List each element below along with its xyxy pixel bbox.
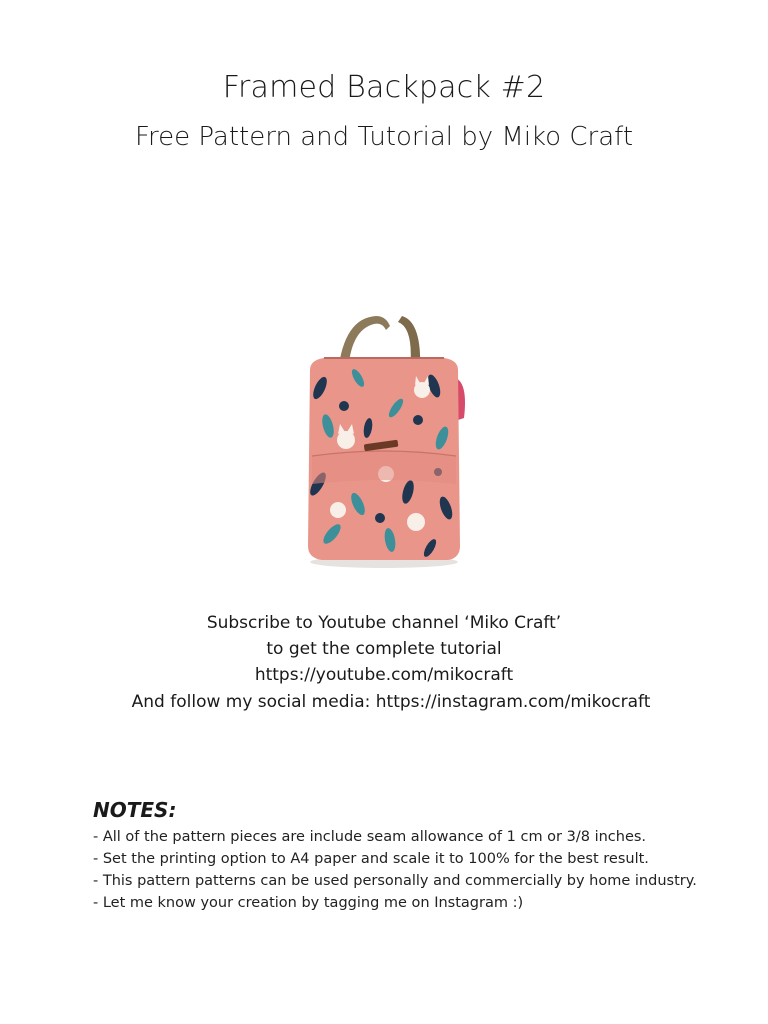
- notes-heading: NOTES:: [93, 798, 177, 822]
- page-subtitle: Free Pattern and Tutorial by Miko Craft: [134, 122, 634, 152]
- notes-section: [93, 798, 713, 914]
- subscribe-line: Subscribe to Youtube channel ‘Miko Craft’: [206, 613, 562, 633]
- note-item: - All of the pattern pieces are include seam allowance of 1 cm or 3/8 inches.: [93, 829, 647, 845]
- note-item: - Set the printing option to A4 paper and scale it to 100% for the best result.: [93, 851, 649, 867]
- note-item: - This pattern patterns can be used personally and commercially by home industry.: [93, 873, 697, 889]
- backpack-product-image: [298, 308, 470, 570]
- social-media-line: And follow my social media: https://instagram.com/mikocraft: [131, 692, 651, 712]
- note-item: - Let me know your creation by tagging me on Instagram :): [93, 895, 524, 911]
- youtube-link[interactable]: https://youtube.com/mikocraft: [254, 665, 514, 685]
- page-title: Framed Backpack #2: [222, 70, 546, 105]
- bag-flap: [312, 451, 456, 484]
- subscribe-block: [0, 610, 768, 688]
- notes-list: [93, 826, 713, 914]
- tutorial-line: to get the complete tutorial: [266, 639, 502, 659]
